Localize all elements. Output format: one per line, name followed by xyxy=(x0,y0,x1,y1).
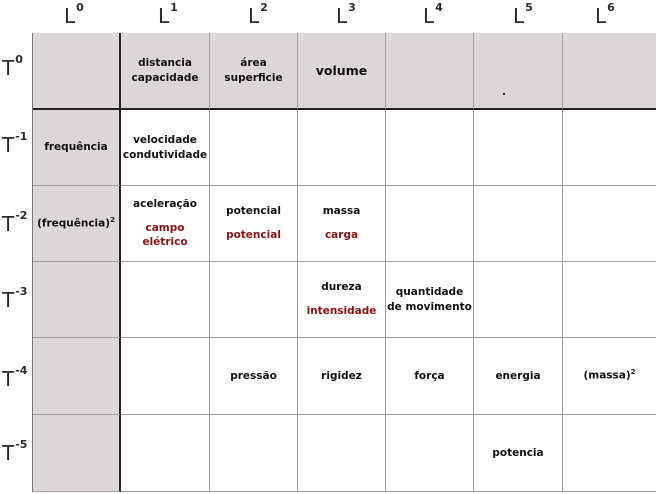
cell-t0-l4 xyxy=(386,33,474,110)
col-header-l6: $L^6$ xyxy=(595,1,615,28)
col-header-l4: $L^4$ xyxy=(423,1,443,28)
row-header-t-3: $T^{-3}$ xyxy=(2,285,28,312)
cell-t-1-l5 xyxy=(474,110,563,186)
cell-t-4-l4: força xyxy=(386,338,474,415)
row-header-t-2: $T^{-2}$ xyxy=(2,209,28,236)
cell-t-1-l3 xyxy=(298,110,386,186)
cell-t0-l2: área superficie xyxy=(210,33,298,110)
cell-t-5-l5: potencia xyxy=(474,415,563,492)
cell-t-4-l3: rigidez xyxy=(298,338,386,415)
cell-t-1-l0: frequência xyxy=(33,110,121,186)
cell-t0-l0 xyxy=(33,33,121,110)
cell-t-2-l4 xyxy=(386,186,474,262)
cell-t-1-l2 xyxy=(210,110,298,186)
dot-mark xyxy=(503,93,505,95)
row-header-t0: $T^0$ xyxy=(2,53,23,80)
col-header-l5: $L^5$ xyxy=(513,1,533,28)
cell-t0-l3: volume xyxy=(298,33,386,110)
cell-t-1-l6 xyxy=(563,110,656,186)
cell-t-3-l2 xyxy=(210,262,298,338)
col-header-l1: $L^1$ xyxy=(158,1,178,28)
cell-t-3-l6 xyxy=(563,262,656,338)
cell-t-5-l3 xyxy=(298,415,386,492)
col-header-l3: $L^3$ xyxy=(336,1,356,28)
cell-t-5-l6 xyxy=(563,415,656,492)
cell-t0-l5 xyxy=(474,33,563,110)
cell-t-4-l0 xyxy=(33,338,121,415)
cell-t-4-l6: (massa)$^2$ xyxy=(563,338,656,415)
cell-t-3-l0 xyxy=(33,262,121,338)
cell-t-2-l6 xyxy=(563,186,656,262)
cell-t-1-l1: velocidade condutividade xyxy=(121,110,210,186)
cell-t-3-l4: quantidade de movimento xyxy=(386,262,474,338)
row-header-t-4: $T^{-4}$ xyxy=(2,364,28,391)
cell-t-3-l1 xyxy=(121,262,210,338)
col-header-l0: $L^0$ xyxy=(64,1,84,28)
cell-t0-l1: distancia capacidade xyxy=(121,33,210,110)
cell-t-5-l1 xyxy=(121,415,210,492)
cell-t-2-l2: potencial potencial xyxy=(210,186,298,262)
cell-t0-l6 xyxy=(563,33,656,110)
col-header-l2: $L^2$ xyxy=(248,1,268,28)
cell-t-2-l1: aceleração campo elétrico xyxy=(121,186,210,262)
cell-t-1-l4 xyxy=(386,110,474,186)
row-header-t-5: $T^{-5}$ xyxy=(2,438,28,465)
cell-t-2-l5 xyxy=(474,186,563,262)
dimension-table xyxy=(32,33,656,492)
cell-t-5-l4 xyxy=(386,415,474,492)
row-header-t-1: $T^{-1}$ xyxy=(2,130,28,157)
cell-t-5-l2 xyxy=(210,415,298,492)
cell-t-5-l0 xyxy=(33,415,121,492)
cell-t-3-l5 xyxy=(474,262,563,338)
cell-t-3-l3: dureza intensidade xyxy=(298,262,386,338)
cell-t-4-l2: pressão xyxy=(210,338,298,415)
cell-t-2-l3: massa carga xyxy=(298,186,386,262)
cell-t-2-l0: (frequência)$^2$ xyxy=(33,186,121,262)
cell-t-4-l1 xyxy=(121,338,210,415)
cell-t-4-l5: energia xyxy=(474,338,563,415)
